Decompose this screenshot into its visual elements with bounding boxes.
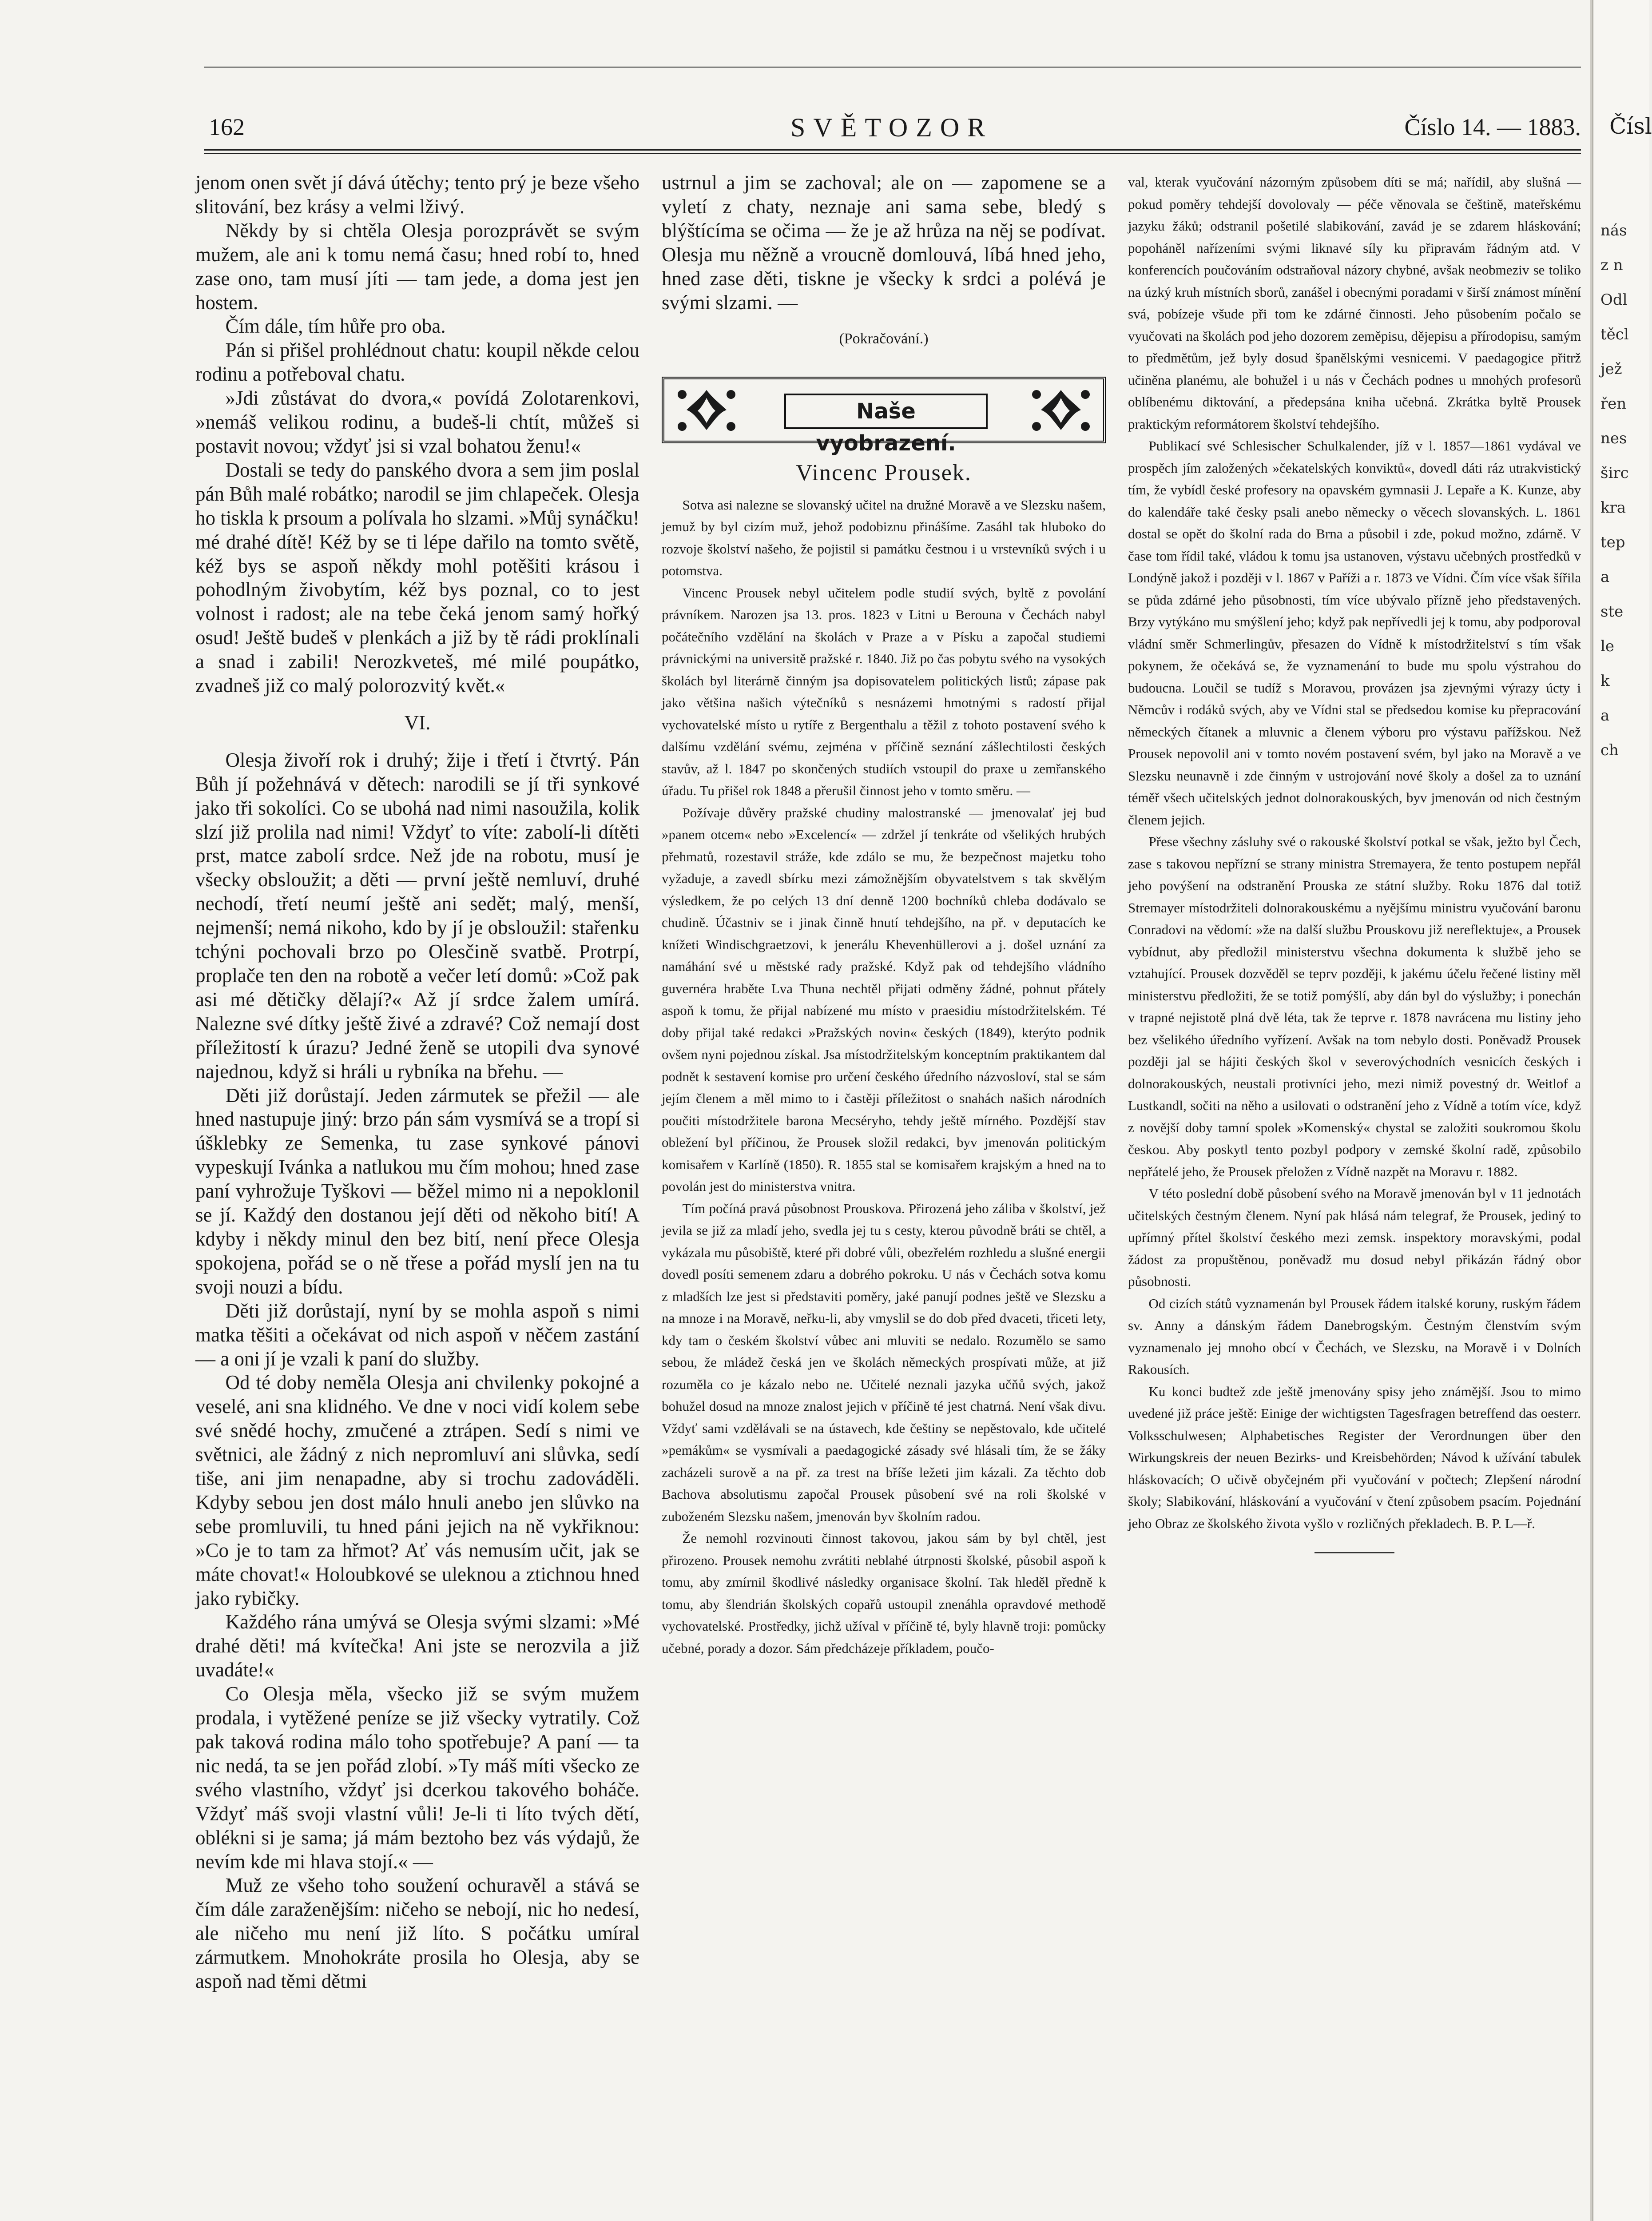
article-title: Vincenc Prousek.	[796, 460, 972, 486]
section-number: VI.	[404, 711, 431, 734]
paragraph: Děti již dorůstají, nyní by se mohla aspoň s nimi matka těšiti a očekávat od nich aspoň v něčem zastání — a oni jí je vzali k paní do služby.	[195, 1299, 639, 1370]
adjacent-page-header: Čísl	[1609, 113, 1652, 139]
fragment: ch	[1600, 741, 1619, 759]
fragment: těcl	[1600, 326, 1629, 343]
column-2	[662, 171, 1106, 1659]
fragment: a	[1600, 707, 1610, 724]
article-body	[662, 494, 1106, 1660]
top-rule	[204, 67, 1581, 68]
paragraph: Olesja živoří rok i druhý; žije i třetí i čtvrtý. Pán Bůh jí požehnává v dětech: narodili se jí tři synkové jako tři sokolíci. Co se ubohá nad nimi nasoužila, kolik slzí již prolila nad nimi! Vždyť to víte: zabolí-li dítěti prst, matce zabolí srdce. Než jde na robotu, musí je všecky obsloužit; a děti — první ještě nemluví, druhé nechodí, třetí neumí ještě ani sedět; malý, menší, nejmenší; nemá nikoho, kdo by jí je obsloužil: stařenku tchýni pochovali brzo po Olesčině svatbě. Protrpí, proplače ten den na robotě a večer letí domů: »Což pak asi mé dětičky dělají?« Až jí srdce žalem umírá. Nalezne své dítky ještě živé a zdravé? Což nemají dost příležitostí k úrazu? Jedné ženě se utopili dva synové najednou, když si hráli u rybníka na břehu. —	[195, 748, 639, 1083]
issue-label: Číslo 14. — 1883.	[1404, 114, 1581, 140]
fragment: k	[1600, 672, 1610, 690]
paragraph: Dostali se tedy do panského dvora a sem jim poslal pán Bůh malé robátko; narodil se jim chlapeček. Olesja ho tiskla k prsoum a polívala ho slzami. »Můj synáčku! mé drahé dítě! Kéž by se ti lépe dařilo na tomto světě, kéž bys se aspoň někdy mohl potěšiti krásou i pohodlným živobytím, kéž bys poznal, co to jest volnost i radost; ale na tebe čeká jenom samý hořký osud! Ještě budeš v plenkách a již by tě rádi proklínali a snad i zabili! Nerozkveteš, mé milé poupátko, zvadneš již co malý polorozvitý květ.«	[195, 458, 639, 697]
end-rule	[1314, 1552, 1394, 1553]
paragraph: Od cizích států vyznamenán byl Prousek řádem italské koruny, ruským řádem sv. Anny a dánským řádem Danebrogským. Čestným členstvím svým vyznamenalo jej mnoho obcí v Čechách, ve Slezsku, na Moravě i v Dolních Rakousích.	[1128, 1295, 1581, 1377]
fragment: le	[1600, 637, 1614, 655]
fragment: tep	[1600, 533, 1625, 551]
paragraph: ustrnul a jim se zachoval; ale on — zapomene se a vyletí z chaty, neznaje ani sama sebe, bledý s blýštícíma se očima — že je až hrůza na něj se podívat. Olesja mu něžně a vroucně domlouvá, líbá hned jeho, hned zase děti, tiskne je všecky k srdci a polévá je svými slzami. —	[662, 171, 1106, 314]
paragraph: Děti již dorůstají. Jeden zármutek se přežil — ale hned nastupuje jiný: brzo pán sám vysmívá se a tropí si úšklebky ze Semenka, tu zase synkové pánovi vypeskují Ivánka a natlukou mu čím mohou; hned zase paní vyhrožuje Tyškovi — běžel mimo ni a nepoklonil se jí. Každý den dostanou její děti od někoho bití! A kdyby i někdy minul den bez bití, není přece Olesja spokojena, pořád se o ně třese a pořád myslí jen na tu svoji nouzi a bídu.	[195, 1084, 639, 1298]
ornament-icon	[1028, 386, 1094, 434]
fold-line	[1592, 0, 1593, 2221]
fragment: Odl	[1600, 291, 1628, 309]
masthead-title: SVĚTOZOR	[790, 113, 993, 142]
fragment: jež	[1600, 360, 1622, 378]
paragraph: Ku konci budtež zde ještě jmenovány spisy jeho známější. Jsou to mimo uvedené již práce ještě: Einige der wichtigsten Tagesfragen betreffend das oesterr. Volksschulwesen; Alphabetisches Register der Verordnungen über den Wirkungskreis der neuen Bezirks- und Kreisbehörden; Návod k užívání tabulek hláskovacích; O učivě obyčejném při vyučování v počtech; Zlepšení národní školy; Slabikování, hláskování a vyučování v čtení způsobem psacím. Pojednání jeho Obraz ze školského života vyšlo v rozličných překladech. B. P. L—ř.	[1128, 1383, 1581, 1531]
paragraph: »Jdi zůstávat do dvora,« povídá Zolotarenkovi, »nemáš velikou rodinu, a budeš-li chtít, můžeš si postavit novou; vždyť jsi si vzal bohatou ženu!«	[195, 387, 639, 457]
paragraph: Co Olesja měla, všecko již se svým mužem prodala, i vytěžené peníze se již všecky vytratily. Což pak taková rodina málo toho spotřebuje? A paní — ta nic nedá, ta se jen pořád zlobí. »Ty máš míti všecko ze svého vlastního, vždyť jsi dcerkou takového boháče. Vždyť máš svoji vlastní vůli! Je-li ti líto tvých dětí, oblékni si je sama; já mám beztoho bez vás výdajů, že nevím kde mi hlava stojí.« —	[195, 1683, 639, 1873]
fragment: řen	[1600, 395, 1627, 413]
header-rule	[204, 149, 1581, 151]
fragment: kra	[1600, 499, 1626, 517]
paragraph: Muž ze všeho toho soužení ochuravěl a stává se čím dále zaraženějším: ničeho se nebojí, nic ho nedesí, ale ničeho mu není již líto. S počátku umíral zármutkem. Mnohokráte prosila ho Olesja, aby se aspoň nad těmi dětmi	[195, 1874, 639, 1993]
page-header	[209, 113, 1581, 149]
fragment: nes	[1600, 430, 1627, 447]
fragment: širc	[1600, 464, 1629, 482]
paragraph: Tím počíná pravá působnost Prouskova. Přirozená jeho záliba v školství, jež jevila se již za mladí jeho, svedla jej tu s cesty, kterou původně bráti se chtěl, a vykázala mu působiště, které při dobré vůli, obezřelém rozhledu a slušné energii dovedl posíti semenem zdaru a dobrého pokroku. U nás v Čechách sotva komu z mladších lze jest si představiti poměry, jaké panují podnes ještě ve Slezsku a na mnoze i na Moravě, neřku-li, aby vmyslil se do dob před dvaceti, třiceti lety, kdy tam o českém školství vůbec ani mluviti se nedalo. Rozumělo se samo sebou, že mládež česká jen ve školách německých prospívati může, at již rozuměla co je kázalo nebo ne. Učitelé neznali jazyka učňů svých, jakož bohužel dosud na mnoze znalost jejich v příčině té jest chatrná. Není však divu. Vždyť sami vzdělávali se na ústavech, kde češtiny se nepěstovalo, kde učitelé »pemákům« se vysmívali a paedagogické zásady své hlásali tím, že se žáky zacházeli surově a na př. za trest na bříše ležeti jim kázali. Za těchto dob Bachova absolutismu započal Prousek působení své na roli školské v zuboženém Slezsku našem, jmenován byv školním radou.	[662, 1200, 1106, 1524]
adjacent-page-edge	[1590, 0, 1652, 2221]
ornament-icon	[673, 386, 740, 434]
fragment: a	[1600, 568, 1610, 586]
column-1	[195, 171, 639, 1994]
fragment: z n	[1600, 256, 1623, 274]
continuation-note: (Pokračování.)	[839, 330, 929, 347]
paragraph: Čím dále, tím hůře pro oba.	[225, 315, 446, 338]
paragraph: Pán si přišel prohlédnout chatu: koupil někde celou rodinu a potřeboval chatu.	[195, 339, 639, 386]
paragraph: Někdy by si chtěla Olesja porozprávět se svým mužem, ale ani k tomu nemá času; hned robí to, hned zase ono, tam musí jíti — tam jede, a doma jest jen hostem.	[195, 219, 639, 314]
paragraph: Publikací své Schlesischer Schulkalender, jíž v l. 1857—1861 vydával ve prospěch jím založených »čekatelských konviktů«, dovedl dáti ráz utrakvistický tím, že vybídl české profesory na opavském gymnasii J. Lepaře a K. Kunze, aby do kalendáře také česky psali anebo německy o věcech slovanských. L. 1861 dostal se opět do školní rada do Brna a působil i zde, pokud možno, zdárně. V čase tom řídil také, vládou k tomu jsa ustanoven, výstavu učebných prostředků v Londýně jakož i později v l. 1867 v Paříži a r. 1873 ve Vídni. Čím více však šířila se půda zdárné jeho působnosti, tím více ubývalo přízně jeho představených. Brzy vytýkáno mu smýšlení jeho; když pak nepřívedli jej k tomu, aby podporoval vládní směr Schmerlingův, přesazen do Vídně k místodržitelství s tím však pokynem, že očekává se, že vyznamenání to bude mu spolu výstrahou do budoucna. Loučil se tudíž s Moravou, provázen jsa zjevnými výrazy úcty i Němcův i rodáků svých, aby ve Vídni stal se předsedou komise ku přepracování německých čítanek a mluvnic a členem výboru pro výstavu pařížskou. Než Prousek nepovolil ani v tomto novém postavení svém, byl jako na Moravě a ve Slezsku neunavně i zde činným v ustrojování nové školy a došel za to uznání téměř všech učitelských jednot dolnorakouských, byv jmenován od nich čestným členem jejich.	[1128, 438, 1581, 828]
fragment: nás	[1600, 222, 1627, 239]
adjacent-text-fragments	[1600, 213, 1629, 768]
column-3	[1128, 171, 1581, 1553]
paragraph: V této poslední době působení svého na Moravě jmenován byl v 11 jednotách učitelských čestným členem. Nyní pak hlásá nám telegraf, že Prousek, jediný to upřímný přítel školství českého mezi zemsk. inspektory moravskými, podal žádost za propuštěnou, poněvadž mu dosud nebyl přikázán řádný obor působnosti.	[1128, 1186, 1581, 1289]
paragraph: jenom onen svět jí dává útěchy; tento prý je beze všeho slitování, bez krásy a velmi lživý.	[195, 171, 639, 218]
fragment: ste	[1600, 603, 1624, 621]
paragraph: Od té doby neměla Olesja ani chvilenky pokojné a veselé, ani sna klidného. Ve dne v noci vidí kolem sebe své snědé hochy, zmučené a ztrápen. Sedí s nimi ve světnici, ale žádný z nich nepromluví ani slůvka, sedí tiše, ani jim nenapadne, aby si trochu zadováděli. Kdyby sebou jen dost málo hnuli anebo jen slůvko na sebe promluvili, tu hned páni jejich na ně vykřiknou: »Co je to tam za hřmot? Ať vás nemusím učit, jak se máte chovat!« Holoubkové se uleknou a ztichnou hned jako rybičky.	[195, 1371, 639, 1609]
paragraph: Že nemohl rozvinouti činnost takovou, jakou sám by byl chtěl, jest přirozeno. Prousek nemohu zvrátiti neblahé útrpnosti školské, působil aspoň k tomu, aby zmírnil škodlivé následky organisace školní. Tak hleděl předně k tomu, aby šlendrián školských copařů ustoupil znenáhla opravdové methodě vychovatelské. Prostředky, jichž užíval v příčině té, byly hlavně troji: pomůcky učebné, porady a dozor. Sám předcházeje příkladem, poučo-	[662, 1530, 1106, 1656]
paragraph: Každého rána umývá se Olesja svými slzami: »Mé drahé děti! má kvítečka! Ani jste se nerozvila a již uvadáte!«	[195, 1611, 639, 1681]
paragraph: val, kterak vyučování názorným způsobem díti se má; nařídil, aby slušná — pokud poměry tehdejší dovolovaly — péče věnovala se češtině, mateřskému jazyku žáků; odstranil pošetilé slabikování, zavád je se zdarem hláskování; popoháněl nařízeními svými liknavé síly ku připravám řádným atd. V konferencích poučováním odstraňoval názory chybné, avšak neobmeziv se toliko na úzký kruh místních sborů, zanášel i obecnými poradami v širší známost mínění svá, pobízeje všude při tom ke zdárné činnosti. Jeho působením počalo se vyučovati na školách pod jeho dozorem zeměpisu, dějepisu a přírodopisu, samým to předmětům, jež byly dosud španělskými vesnicemi. V paedagogice přitrž učiněna planému, ale bohužel i u nás v Čechách podnes u mnohých profesorů oblíbenému diktování, a předepsána kniha učebná. Zkrátka byltě Prousek praktickým reformátorem školství tehdejšího.	[1128, 174, 1581, 432]
banner-title: Naše vyobrazení.	[784, 394, 988, 429]
page-number: 162	[209, 114, 245, 140]
header-rule-thin	[204, 153, 1581, 154]
paragraph: Sotva asi nalezne se slovanský učitel na družné Moravě a ve Slezsku našem, jemuž by byl cizím muž, jehož podobiznu přinášíme. Zasáhl tak hluboko do rozvoje školství našeho, že pojistil si památku čestnou i u vrstevníků svých i u potomstva.	[662, 497, 1106, 579]
paragraph: Požívaje důvěry pražské chudiny malostranské — jmenovalať jej bud »panem otcem« nebo »Excelencí« — zdržel jí tenkráte od všelikých hrubých přehmatů, rozestavil stráže, kde zdálo se mu, že bezpečnost majetku toho vyžaduje, a zavedl sbírku mezi zámožnějším obyvatelstvem s tak skvělým výsledkem, že po celých 13 dní denně 1200 bochníků chleba dodávalo se chudině. Účastniv se i jinak činně hnutí tehdejšího, na př. v deputacích ke knížeti Windischgraetzovi, k jenerálu Khevenhüllerovi a j. došel uznání za namáhání své u městské rady pražské. Když pak od tehdejšího vládního guvernéra hraběte Lva Thuna nechtěl přijati odměny žádné, pohnut přátely aspoň k tomu, že přijal nabízené mu místo v praesidiu místodržitelském. Té doby přijal také redakci »Pražských novin« českých (1849), kterýto podnik ovšem nyni pojednou získal. Jsa místodržitelským konceptním praktikantem dal podnět k sestavení komise pro určení českého úředního názvosloví, stal se sám jejím členem a měl mimo to i častěji příležitost o snahách našich národních poučiti místodržitele barona Mecséryho, tehdy ještě mírného. Pozdější stav obležení byl příčinou, že Prousek složil redakci, byv jmenován politickým komisařem v Karlíně (1850). R. 1855 stal se komisařem krajským a hned na to povolán jest do ministerstva vnitra.	[662, 804, 1106, 1194]
section-banner	[662, 377, 1106, 456]
paragraph: Vincenc Prousek nebyl učitelem podle studií svých, byltě z povolání právníkem. Narozen jsa 13. pros. 1823 v Litni u Berouna v Čechách nabyl počátečního vzdělání na školách v Praze a v Písku a započal studiemi právnickými na universitě pražské r. 1840. Již po čas pobytu svého na vysokých školách byl literárně činným jsa dopisovatelem politických listů; zápase pak jako většina našich výtečníků s nesnázemi hmotnými s radostí přijal vychovatelské místo u rytíře z Bergenthalu a těžil z tohoto postavení svého k dalšímu vzdělání svému, zejména v příčině seznání zášlechtilosti českých stavův, až l. 1847 po skončených studiích vstoupil do praxe u zemřanského úřadu. Tu přišel rok 1848 a přerušil činnost jeho v tomto směru. —	[662, 585, 1106, 799]
paragraph: Přese všechny zásluhy své o rakouské školství potkal se však, ježto byl Čech, zase s takovou nepřízní se strany ministra Stremayera, že tento postupem nepřál jeho povýšení na odstranění Prouska ze státní služby. Roku 1876 dal totiž Stremayer místodržiteli dolnorakouskému a nyějšímu ministru vyučování baronu Conradovi na vědomí: »že na další službu Prouskovu již nereflektuje«, a Prousek vybídnut, aby předložil ministerstvu všechna dokumenta k službě jeho se vztahující. Prousek dozvěděl se teprv později, k jakému účelu řečené listiny měl ministerstvu předložiti, že se totiž pomýšlí, aby dán byl do výslužby; i ponechán v trapné nejistotě plná dvě léta, tak že teprve r. 1878 navrácena mu listiny jeho bez všelikého úředního vyřízení. Avšak na tom nebylo dosti. Poněvadž Prousek později jal se hájiti českých škol v severovýchodních vesnicích českých i dolnorakouských, neustali protivníci jeho, mezi nimiž povestný dr. Weitlof a Lustkandl, sočiti na něho a usilovati o odstranění jeho z Vídně a totím více, když z novější doby tamní spolek »Komenský« chystal se založiti soukromou školu českou. Aby poskytl tento pozbyl podpory v zemské školní radě, způsobilo nepřátelé jeho, že Prousek přeložen z Vídně nazpět na Moravu r. 1882.	[1128, 834, 1581, 1179]
